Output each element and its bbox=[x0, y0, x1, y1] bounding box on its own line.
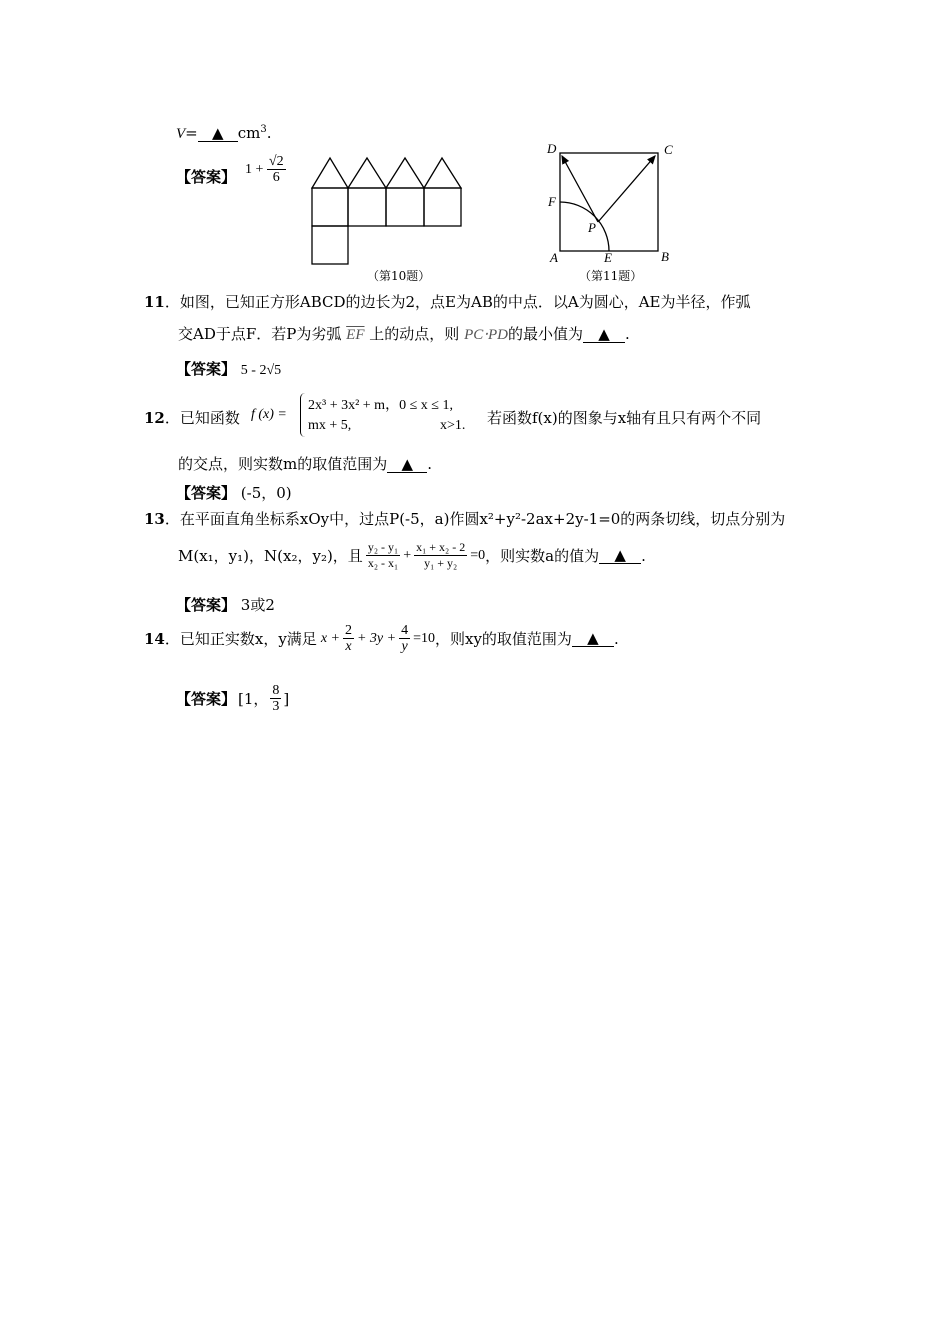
q14-frac1: $\frac{2}{x}$ bbox=[344, 623, 352, 654]
q12-number: 12 bbox=[144, 409, 165, 427]
net-square-3 bbox=[386, 188, 424, 226]
net-square-5 bbox=[312, 226, 348, 264]
q12-answer: (-5，0) bbox=[240, 484, 292, 502]
q13-frac2: $\frac{\text{x₁ + x₂ - 2}}{\text{y₁ + y₂}}$ bbox=[416, 540, 466, 570]
q12-answer-label: 【答案】 bbox=[176, 484, 237, 502]
q13-frac1: $\frac{\text{y₂ - y₁}}{\text{x₂ - x₁}}$ bbox=[367, 540, 399, 570]
q14-answer-label: 【答案】 bbox=[176, 690, 237, 708]
net-triangle-2 bbox=[348, 158, 386, 188]
net-triangle-3 bbox=[386, 158, 424, 188]
answer-blank: ▲ bbox=[198, 126, 238, 142]
net-square-2 bbox=[348, 188, 386, 226]
q12-fx: f (x) = bbox=[251, 407, 287, 422]
q12-case2-right: x>1. bbox=[440, 418, 466, 433]
q13-answer-row bbox=[176, 594, 275, 615]
figure-11-square bbox=[540, 138, 680, 266]
fig11-caption: （第11题） bbox=[579, 269, 643, 283]
q12-answer-row bbox=[176, 482, 292, 503]
answer-blank: ▲ bbox=[387, 457, 427, 473]
q14-line: 14 ．已知正实数x，y满足 x + $\frac{2}{x}$ + 3y + $\frac{4}{y}$ =10 ，则xy的取值范围为 ▲ . bbox=[144, 623, 619, 654]
label-e: E bbox=[604, 250, 612, 265]
vector-pd bbox=[562, 156, 598, 222]
q14-answer-frac: $\frac{8}{3}$ bbox=[272, 683, 280, 714]
figure-10-net bbox=[306, 152, 468, 268]
q10-answer: 1 + $\frac{√2}{6}$ bbox=[245, 154, 284, 185]
q10-volume-line: V= ▲ $cm^3$. bbox=[176, 124, 272, 142]
q13-answer-label: 【答案】 bbox=[176, 596, 237, 614]
net-square-1 bbox=[312, 188, 348, 226]
label-f: F bbox=[548, 194, 556, 209]
q13-number: 13 bbox=[144, 510, 165, 528]
answer-blank: ▲ bbox=[599, 548, 641, 564]
q11-answer-label: 【答案】 bbox=[176, 360, 237, 378]
answer-blank: ▲ bbox=[572, 631, 614, 647]
label-a: A bbox=[550, 250, 558, 265]
q12-case2-left: mx + 5, bbox=[308, 418, 352, 433]
label-c: C bbox=[664, 142, 673, 157]
q12-line2: 的交点，则实数m的取值范围为 ▲ . bbox=[178, 455, 433, 473]
q14-answer-row: 【答案】 [1， $\frac{8}{3}$ ] bbox=[176, 683, 290, 714]
q12-brace bbox=[300, 393, 305, 437]
arc-ef-symbol: $\overline{EF}$ bbox=[346, 327, 365, 343]
square-abcd bbox=[560, 153, 658, 251]
label-b: B bbox=[661, 249, 669, 264]
q13-line1: 13．在平面直角坐标系xOy中，过点P(-5，a)作圆x²+y²-2ax+2y-1=0的两条切线，切点分别为 bbox=[144, 510, 786, 528]
label-d: D bbox=[547, 141, 557, 156]
answer-blank: ▲ bbox=[583, 327, 625, 343]
dot-product-expr: PC⋅PD bbox=[464, 327, 508, 343]
q11-line2: 交AD于点F．若P为劣弧 $\overline{EF}$ 上的动点，则 PC⋅PD的最小值为 ▲ . bbox=[178, 325, 630, 343]
q12-intro: 12．已知函数 bbox=[144, 409, 240, 427]
q11-answer-row bbox=[176, 358, 281, 379]
net-triangle-1 bbox=[312, 158, 348, 188]
net-triangle-4 bbox=[424, 158, 461, 188]
arc-ef bbox=[560, 202, 609, 251]
q12-tail: 若函数f(x)的图象与x轴有且只有两个不同 bbox=[487, 409, 762, 427]
label-p: P bbox=[588, 220, 596, 235]
q13-answer: 3或2 bbox=[240, 596, 275, 614]
q11-number: 11 bbox=[144, 293, 165, 311]
q14-number: 14 bbox=[144, 629, 165, 648]
q13-line2: M(x₁，y₁)，N(x₂，y₂)，且 $\frac{\text{y₂ - y₁}}{\text{x₂ - x₁}}$ + $\frac{\text{x₁ + x₂ - 2}}{\text{y₁ + y₂}}$ =0 ，则实数a的值为 ▲ . bbox=[178, 540, 646, 570]
fig10-caption: （第10题） bbox=[367, 269, 431, 283]
v-symbol: V bbox=[176, 126, 186, 142]
vector-pc bbox=[598, 156, 655, 222]
q12-case1: 2x³ + 3x² + m，0 ≤ x ≤ 1, bbox=[308, 398, 453, 413]
q11-line1: 11．如图，已知正方形ABCD的边长为2，点E为AB的中点．以A为圆心，AE为半径，作弧 bbox=[144, 293, 751, 311]
net-square-4 bbox=[424, 188, 461, 226]
q14-frac2: $\frac{4}{y}$ bbox=[401, 623, 409, 654]
q11-answer: 5 - 2√5 bbox=[240, 363, 282, 378]
q10-answer-label: 【答案】 bbox=[176, 168, 237, 186]
